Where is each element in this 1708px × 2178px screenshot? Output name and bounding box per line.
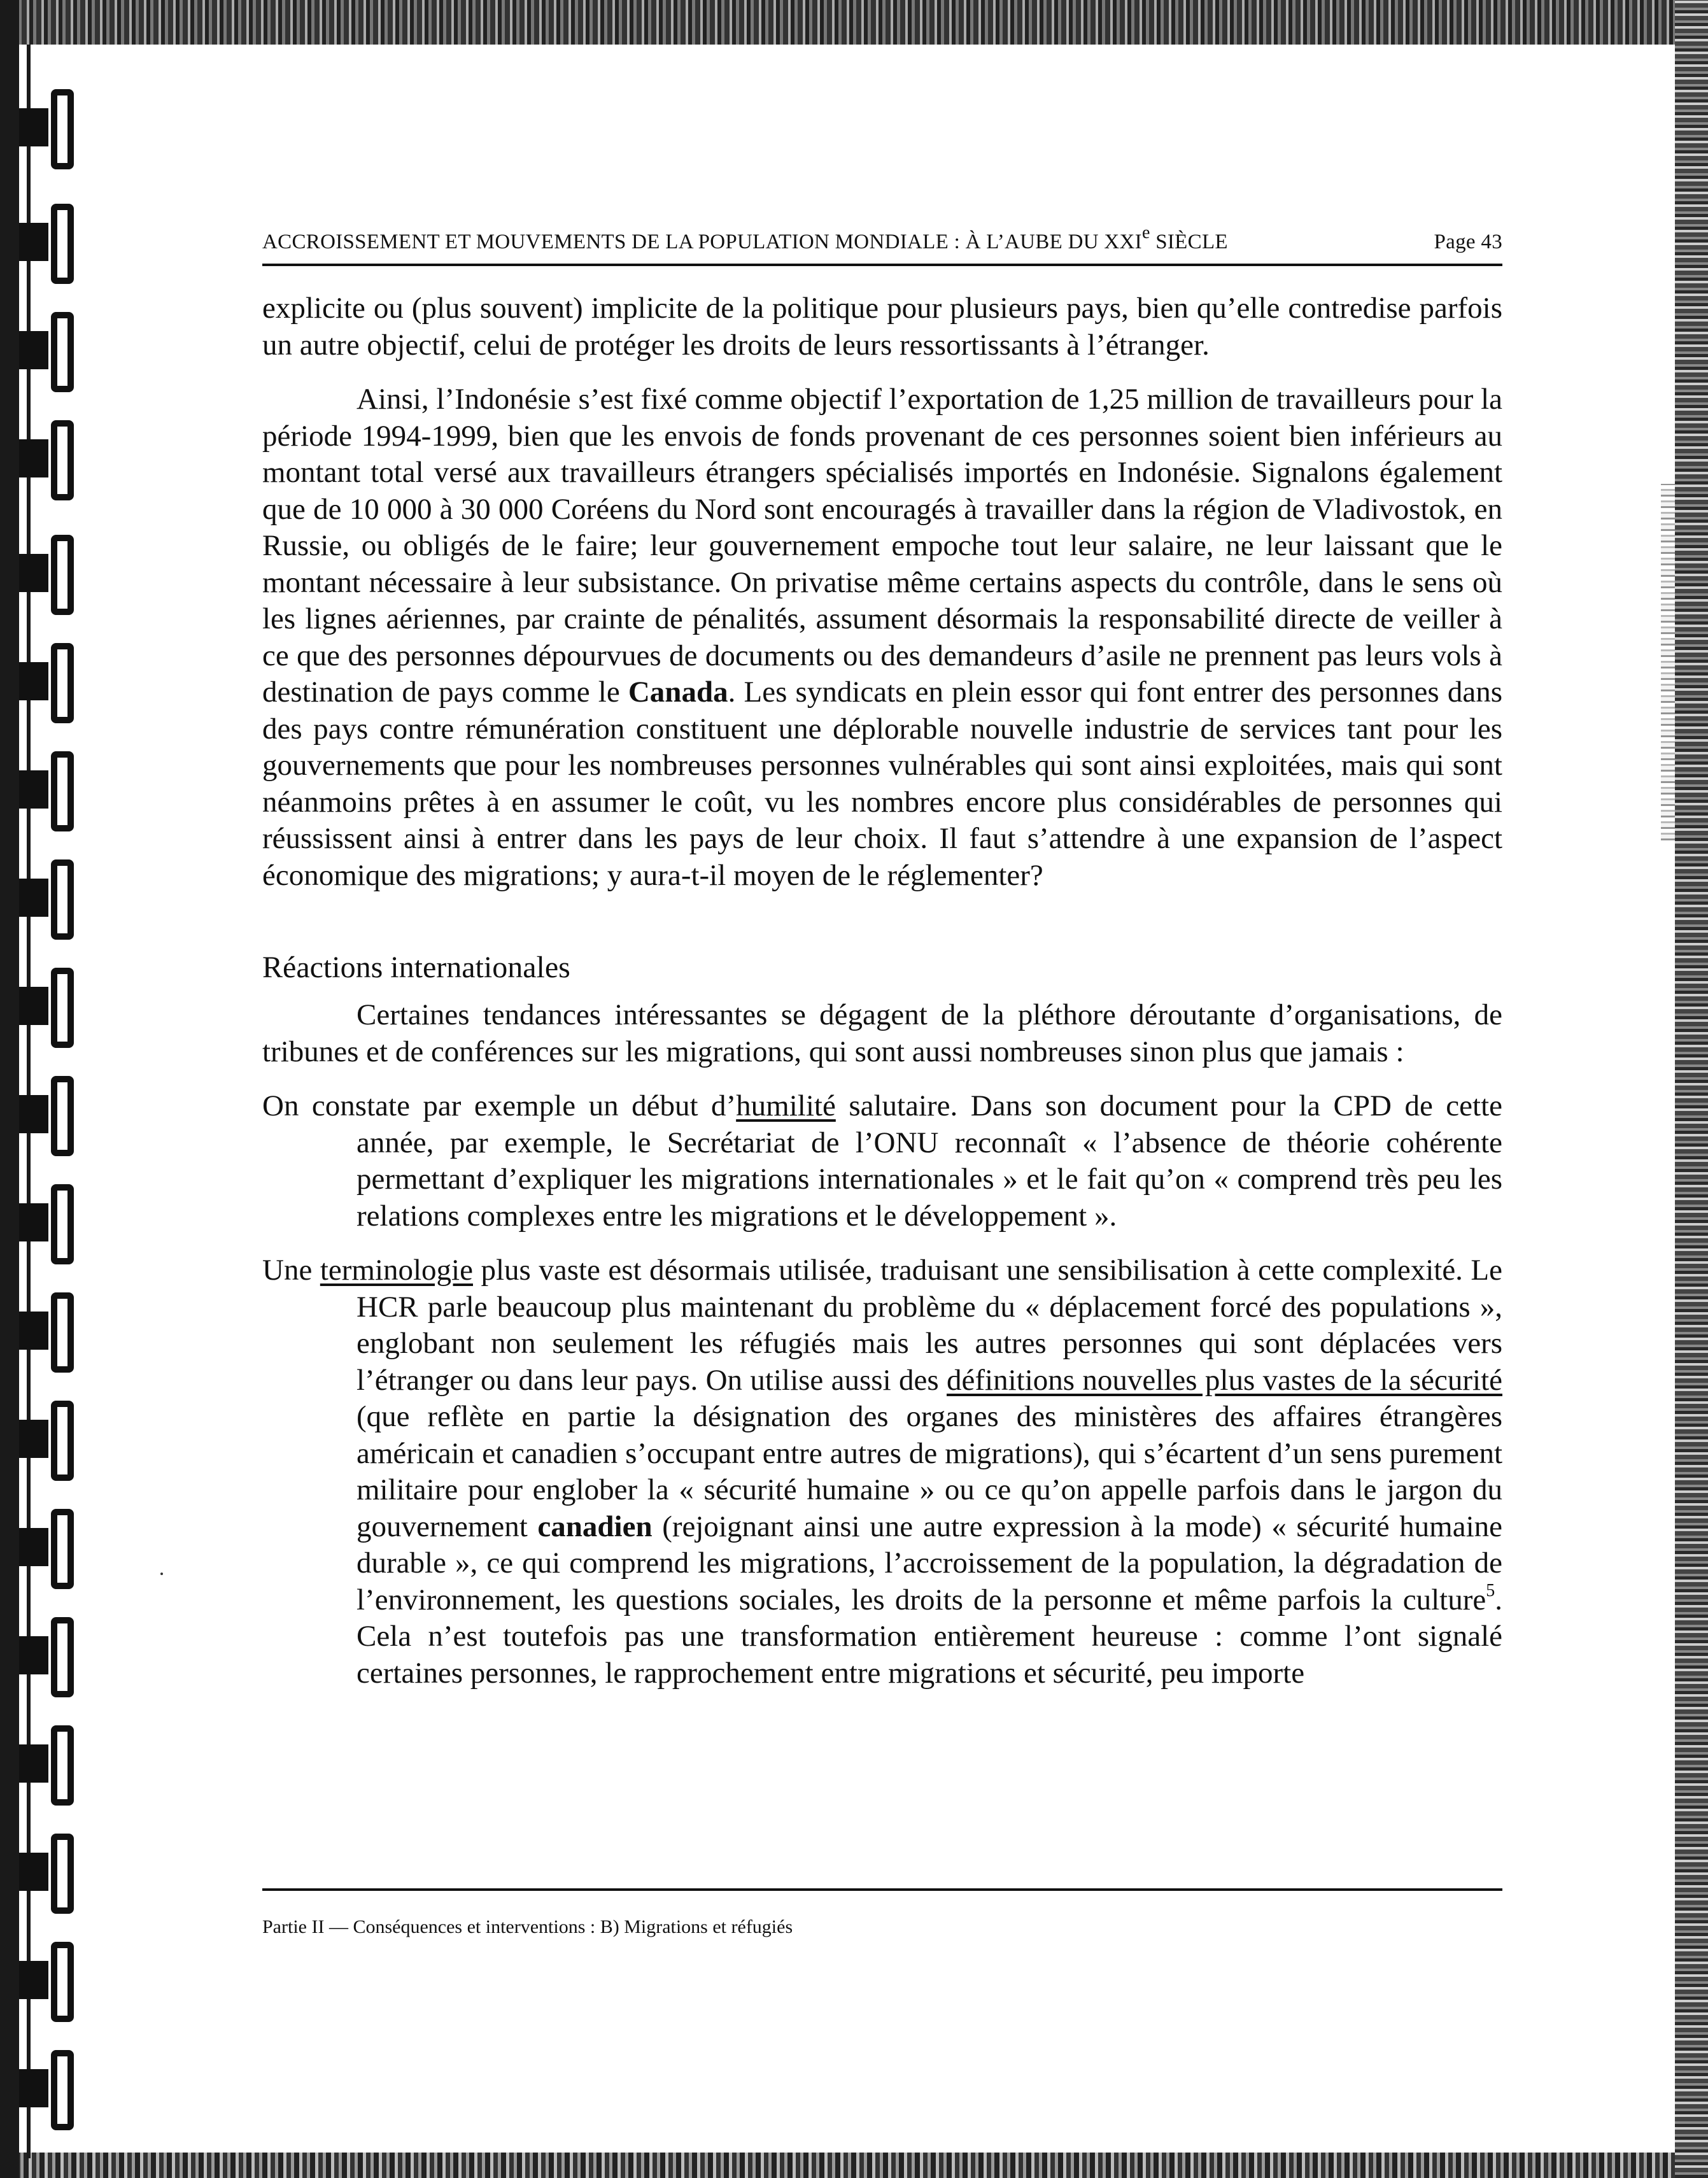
binding-ring [19,1401,76,1483]
binding-ring [19,1076,76,1159]
binding-ring [19,89,76,172]
document-body [262,290,1502,1709]
binding-ring [19,968,76,1050]
running-footer: Partie II — Conséquences et interventions : B) Migrations et réfugiés [262,1916,793,1937]
scan-border-bottom [0,2153,1708,2178]
paragraph-indonesia: Ainsi, l’Indonésie s’est fixé comme objectif l’exportation de 1,25 million de travailleurs pour la période 1994-1999, bien que les envois de fonds provenant de ces personnes soient bien inférieurs au montant total versé aux travailleurs étrangers spécialisés importés en Indonésie. Signalons également que de 10 000 à 30 000 Coréens du Nord sont encouragés à travailler dans la région de Vladivostok, en Russie, ou obligés de le faire; leur gouvernement empoche tout leur salaire, ne leur laissant que le montant nécessaire à leur subsistance. On privatise même certains aspects du contrôle, dans le sens où les lignes aériennes, par crainte de pénalités, assument désormais la responsabilité directe de veiller à ce que des personnes dépourvues de documents ou des demandeurs d’asile ne prennent pas leurs vols à destination de pays comme le Canada. Les syndicats en plein essor qui font entrer des personnes dans des pays contre rémunération constituent une déplorable nouvelle industrie de services tant pour les gouvernements que pour les nombreuses personnes vulnérables qui sont ainsi exploitées, mais qui sont néanmoins prêtes à en assumer le coût, vu les nombres encore plus considérables de personnes qui réussissent ainsi à entrer dans les pays de leur choix. Il faut s’attendre à une expansion de l’aspect économique des migrations; y aura-t-il moyen de le réglementer? [262,383,1502,892]
binding-ring [19,312,76,395]
scan-border-right [1675,0,1708,2178]
binding-ring [19,859,76,942]
running-header [262,223,1502,254]
binding-ring [19,1184,76,1267]
binding-ring [19,1834,76,1916]
binding-ring [19,535,76,618]
scan-speck [160,1573,163,1575]
footer-rule [262,1888,1502,1891]
header-title: ACCROISSEMENT ET MOUVEMENTS DE LA POPULATION MONDIALE : À L’AUBE DU XXIe SIÈCLE [262,223,1228,253]
binding-ring [19,420,76,503]
section-heading: Réactions internationales [262,951,570,984]
scan-noise-right [1661,484,1675,840]
binding-spine [0,0,19,2178]
scan-border-top [0,0,1708,45]
paragraph-terminologie: Une terminologie plus vaste est désormais utilisée, traduisant une sensibilisation à cette complexité. Le HCR parle beaucoup plus maintenant du problème du « déplacement forcé des populations », englobant non seulement les réfugiés mais les autres personnes qui sont déplacées vers l’étranger ou dans leur pays. On utilise aussi des définitions nouvelles plus vastes de la sécurité (que reflète en partie la désignation des organes des ministères des affaires étrangères américain et canadien s’occupant entre autres de migrations), qui s’écartent d’un sens purement militaire pour englober la « sécurité humaine » ou ce qu’on appelle parfois dans le jargon du gouvernement canadien (rejoignant ainsi une autre expression à la mode) « sécurité humaine durable », ce qui comprend les migrations, l’accroissement de la population, la dégradation de l’environnement, les questions sociales, les droits de la personne et même parfois la culture$^5$. Cela n’est toutefois pas une transformation entièrement heureuse : comme l’ont signalé certaines personnes, le rapprochement entre migrations et sécurité, peu importe [262,1254,1502,1690]
page-number: Page 43 [1434,230,1502,253]
binding-ring [19,1725,76,1808]
binding-ring [19,1509,76,1592]
binding-ring [19,2050,76,2133]
binding-ring [19,1617,76,1700]
paragraph-continuation: explicite ou (plus souvent) implicite de la politique pour plusieurs pays, bien qu’elle contredise parfois un autre objectif, celui de protéger les droits de leurs ressortissants à l’étranger. [262,292,1502,362]
binding-ring [19,204,76,286]
binding-ring [19,1942,76,2025]
binding-ring [19,643,76,726]
header-rule [262,264,1502,266]
paragraph-tendances: Certaines tendances intéressantes se dégagent de la pléthore déroutante d’organisations, de tribunes et de conférences sur les migrations, qui sont aussi nombreuses sinon plus que jamais : [262,998,1502,1068]
binding-ring [19,751,76,834]
binding-ring [19,1292,76,1375]
paragraph-humilite: On constate par exemple un début d’humilité salutaire. Dans son document pour la CPD de cette année, par exemple, le Secrétariat de l’ONU reconnaît « l’absence de théorie cohérente permettant d’expliquer les migrations internationales » et le fait qu’on « comprend très peu les relations complexes entre les migrations et le développement ». [262,1089,1502,1233]
